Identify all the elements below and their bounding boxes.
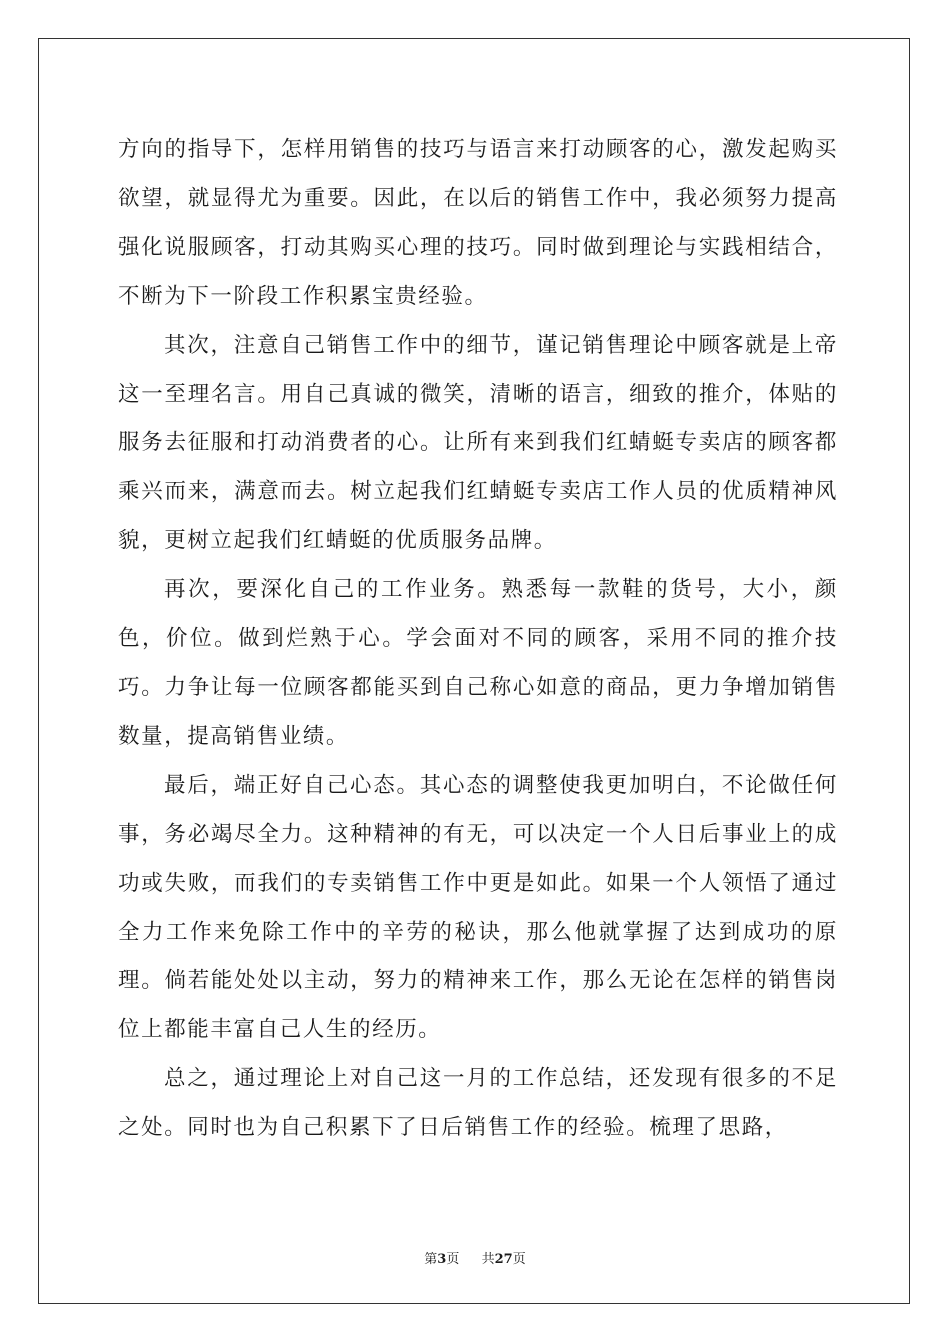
page-footer (0, 1248, 950, 1267)
paragraph-thirdly: 再次，要深化自己的工作业务。熟悉每一款鞋的货号，大小，颜色，价位。做到烂熟于心。学会面对不同的顾客，采用不同的推介技巧。力争让每一位顾客都能买到自己称心如意的商品，更力争增加销售数量，提高销售业绩。 (118, 577, 838, 749)
page-number: 3 (437, 1252, 447, 1267)
paragraph-in-summary: 总之，通过理论上对自己这一月的工作总结，还发现有很多的不足之处。同时也为自己积累下了日后销售工作的经验。梳理了思路， (118, 1066, 838, 1141)
page-number-label (424, 1252, 459, 1267)
paragraph-finally: 最后，端正好自己心态。其心态的调整使我更加明白，不论做任何事，务必竭尽全力。这种精神的有无，可以决定一个人日后事业上的成功或失败，而我们的专卖销售工作中更是如此。如果一个人领悟了通过全力工作来免除工作中的辛劳的秘诀，那么他就掌握了达到成功的原理。倘若能处处以主动，努力的精神来工作，那么无论在怎样的销售岗位上都能丰富自己人生的经历。 (118, 772, 838, 1043)
page-suffix: 页 (446, 1252, 460, 1267)
document-body (118, 126, 838, 1153)
total-prefix: 共 (481, 1252, 495, 1267)
total-pages: 27 (494, 1252, 513, 1267)
paragraph-secondly: 其次，注意自己销售工作中的细节，谨记销售理论中顾客就是上帝这一至理名言。用自己真诚的微笑，清晰的语言，细致的推介，体贴的服务去征服和打动消费者的心。让所有来到我们红蜻蜓专卖店的顾客都乘兴而来，满意而去。树立起我们红蜻蜓专卖店工作人员的优质精神风貌，更树立起我们红蜻蜓的优质服务品牌。 (118, 332, 838, 554)
total-suffix: 页 (512, 1252, 526, 1267)
page-prefix: 第 (424, 1252, 438, 1267)
total-pages-label (482, 1252, 526, 1267)
paragraph-continued: 方向的指导下，怎样用销售的技巧与语言来打动顾客的心，激发起购买欲望，就显得尤为重要。因此，在以后的销售工作中，我必须努力提高强化说服顾客，打动其购买心理的技巧。同时做到理论与实践相结合，不断为下一阶段工作积累宝贵经验。 (118, 137, 838, 309)
